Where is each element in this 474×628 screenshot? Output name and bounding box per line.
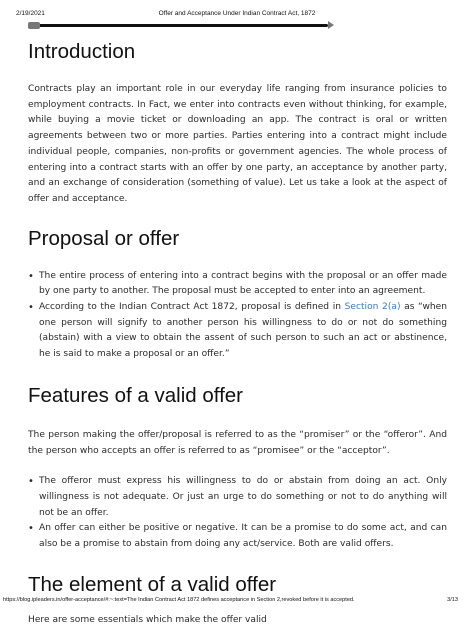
section-2a-link[interactable]: Section 2(a) bbox=[344, 302, 401, 313]
heading-introduction: Introduction bbox=[28, 40, 136, 63]
features-paragraph: The person making the offer/proposal is referred to as the “promiser” or the “offeror”. And the person who accepts an offer is referred to as “promisee” or the “acceptor”. bbox=[28, 429, 447, 456]
introduction-paragraph: Contracts play an important role in our everyday life ranging from insurance policies to employment contracts. In Fact, we enter into contracts even without thinking, for example, while buying a movie ticket or downloading an app. The contract is oral or written agreements between two or more parties. Parties entering into a contract might include individual people, companies, non-profits or government agencies. The whole process of entering into a contract starts with an offer by one party, an acceptance by another party, and an exchange of consideration (something of value). Let us take a look at the aspect of offer and acceptance. bbox=[28, 84, 447, 204]
scroll-right-arrow-icon[interactable] bbox=[328, 21, 334, 29]
list-item bbox=[28, 474, 447, 521]
element-paragraph: Here are some essentials which make the offer valid bbox=[28, 614, 267, 625]
features-list bbox=[28, 474, 447, 553]
proposal-list bbox=[28, 269, 447, 363]
print-page-title: Offer and Acceptance Under Indian Contract Act, 1872 bbox=[158, 10, 316, 17]
list-item bbox=[28, 521, 447, 552]
list-item bbox=[28, 300, 447, 363]
features-bullet-2-text: An offer can either be positive or negative. It can be a promise to do some act, and can also be a promise to abstain from doing any act/service. Both are valid offers. bbox=[39, 523, 447, 550]
scrollbar-track bbox=[28, 24, 328, 27]
bullet-icon: • bbox=[28, 523, 34, 535]
heading-proposal-or-offer: Proposal or offer bbox=[28, 226, 180, 250]
bullet-icon: • bbox=[28, 476, 34, 488]
bullet-icon: • bbox=[28, 302, 34, 314]
print-header bbox=[16, 10, 458, 22]
bullet-icon: • bbox=[28, 270, 34, 282]
page-number: 3/13 bbox=[447, 597, 458, 603]
scrollbar-thumb[interactable] bbox=[28, 22, 40, 29]
print-footer bbox=[3, 597, 458, 607]
list-item bbox=[28, 269, 447, 300]
proposal-bullet-1-text: The entire process of entering into a contract begins with the proposal or an offer made by one party to another. The proposal must be accepted to enter into an agreement. bbox=[39, 270, 447, 297]
proposal-bullet-2-post-text: as “when one person will signify to another person his willingness to do or not do something (abstain) with a view to obtain the assent of such person to such an act or abstinence, he is said to make a proposal or an offer.” bbox=[39, 302, 447, 360]
features-bullet-1-text: The offeror must express his willingness to do or abstain from doing an act. Only willingness is not adequate. Or just an urge to do something or not to do anything will not be an offer. bbox=[39, 476, 447, 518]
proposal-bullet-2-pre-text: According to the Indian Contract Act 1872, proposal is defined in bbox=[39, 302, 345, 313]
article-content bbox=[28, 40, 447, 628]
print-date: 2/19/2021 bbox=[16, 10, 45, 17]
heading-features-of-valid-offer: Features of a valid offer bbox=[28, 383, 243, 407]
print-footer-url: https://blog.ipleaders.in/offer-acceptance/#:~:text=The Indian Contract Act 1872 defines acceptance in Section 2,revoked before it is accepted. bbox=[3, 597, 355, 603]
heading-element-of-valid-offer: The element of a valid offer bbox=[28, 572, 277, 596]
